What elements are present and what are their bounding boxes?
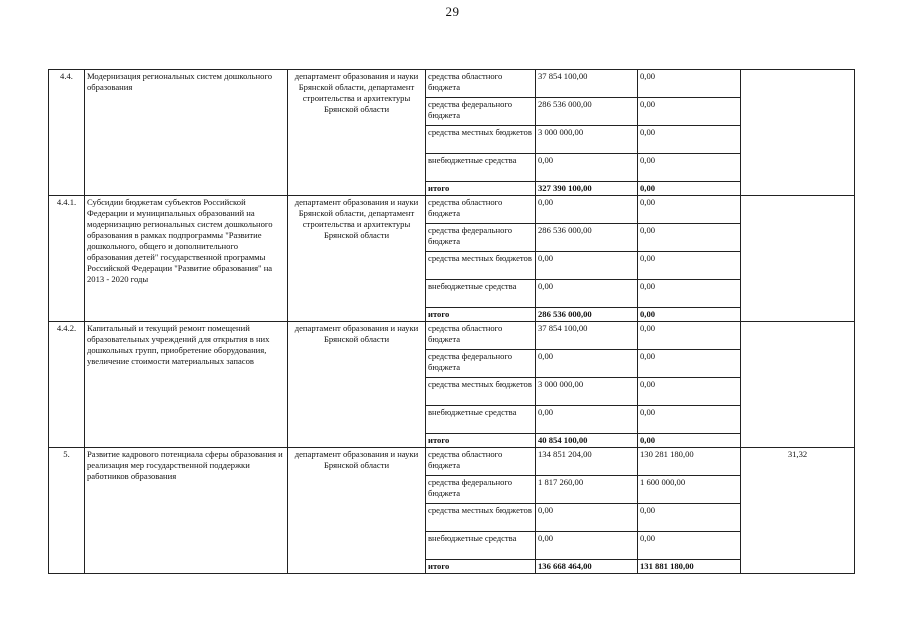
total-label: итого	[426, 434, 536, 448]
funding-source-label: средства федерального бюджета	[426, 224, 536, 252]
source-row	[49, 322, 855, 350]
amount-1: 0,00	[536, 196, 638, 224]
amount-1: 0,00	[536, 350, 638, 378]
amount-1: 0,00	[536, 154, 638, 182]
funding-source-label: средства местных бюджетов	[426, 378, 536, 406]
amount-2: 0,00	[638, 196, 741, 224]
amount-1: 3 000 000,00	[536, 378, 638, 406]
total-label: итого	[426, 560, 536, 574]
item-name: Модернизация региональных систем дошкольного образования	[85, 70, 288, 196]
indicator-value	[741, 322, 855, 448]
source-row	[49, 448, 855, 476]
amount-1: 3 000 000,00	[536, 126, 638, 154]
funding-source-label: средства федерального бюджета	[426, 476, 536, 504]
total-label: итого	[426, 182, 536, 196]
amount-2: 130 281 180,00	[638, 448, 741, 476]
amount-2: 1 600 000,00	[638, 476, 741, 504]
budget-table	[48, 69, 855, 574]
funding-source-label: средства областного бюджета	[426, 196, 536, 224]
source-row	[49, 196, 855, 224]
amount-2: 0,00	[638, 126, 741, 154]
amount-1: 286 536 000,00	[536, 98, 638, 126]
amount-1: 0,00	[536, 252, 638, 280]
amount-1: 0,00	[536, 532, 638, 560]
amount-2: 0,00	[638, 280, 741, 308]
amount-2: 0,00	[638, 252, 741, 280]
total-v2: 0,00	[638, 308, 741, 322]
item-number: 4.4.2.	[49, 322, 85, 448]
item-name: Субсидии бюджетам субъектов Российской Федерации и муниципальных образований на модернизацию региональных систем дошкольного образования в рамках подпрограммы "Развитие дошкольного, общего и дополнительного образования детей" государственной программы Российской Федерации "Развитие образования" на 2013 - 2020 годы	[85, 196, 288, 322]
item-name: Капитальный и текущий ремонт помещений образовательных учреждений для открытия в них дошкольных групп, приобретение оборудования, увеличение стоимости материальных запасов	[85, 322, 288, 448]
indicator-value	[741, 196, 855, 322]
amount-1: 37 854 100,00	[536, 70, 638, 98]
item-name: Развитие кадрового потенциала сферы образования и реализация мер государственной поддержки работников образования	[85, 448, 288, 574]
amount-2: 0,00	[638, 70, 741, 98]
amount-2: 0,00	[638, 532, 741, 560]
total-label: итого	[426, 308, 536, 322]
amount-2: 0,00	[638, 322, 741, 350]
responsible-department: департамент образования и науки Брянской области, департамент строительства и архитектуры Брянской области	[288, 196, 426, 322]
funding-source-label: средства федерального бюджета	[426, 98, 536, 126]
funding-source-label: средства федерального бюджета	[426, 350, 536, 378]
item-number: 5.	[49, 448, 85, 574]
total-v1: 136 668 464,00	[536, 560, 638, 574]
amount-1: 134 851 204,00	[536, 448, 638, 476]
indicator-value	[741, 70, 855, 196]
funding-source-label: средства местных бюджетов	[426, 252, 536, 280]
page-number: 29	[445, 4, 460, 19]
total-v2: 131 881 180,00	[638, 560, 741, 574]
funding-source-label: средства областного бюджета	[426, 448, 536, 476]
total-v1: 40 854 100,00	[536, 434, 638, 448]
responsible-department: департамент образования и науки Брянской области	[288, 448, 426, 574]
amount-2: 0,00	[638, 504, 741, 532]
indicator-value: 31,32	[741, 448, 855, 574]
budget-table-body	[49, 70, 855, 574]
amount-1: 286 536 000,00	[536, 224, 638, 252]
source-row	[49, 70, 855, 98]
amount-1: 1 817 260,00	[536, 476, 638, 504]
responsible-department: департамент образования и науки Брянской области, департамент строительства и архитектуры Брянской области	[288, 70, 426, 196]
amount-2: 0,00	[638, 224, 741, 252]
total-v2: 0,00	[638, 182, 741, 196]
funding-source-label: средства областного бюджета	[426, 322, 536, 350]
item-number: 4.4.1.	[49, 196, 85, 322]
amount-2: 0,00	[638, 98, 741, 126]
total-v1: 327 390 100,00	[536, 182, 638, 196]
amount-1: 0,00	[536, 406, 638, 434]
amount-2: 0,00	[638, 154, 741, 182]
funding-source-label: внебюджетные средства	[426, 280, 536, 308]
funding-source-label: внебюджетные средства	[426, 406, 536, 434]
funding-source-label: внебюджетные средства	[426, 532, 536, 560]
amount-1: 0,00	[536, 504, 638, 532]
total-v2: 0,00	[638, 434, 741, 448]
item-number: 4.4.	[49, 70, 85, 196]
funding-source-label: средства местных бюджетов	[426, 126, 536, 154]
funding-source-label: средства местных бюджетов	[426, 504, 536, 532]
amount-2: 0,00	[638, 350, 741, 378]
amount-1: 37 854 100,00	[536, 322, 638, 350]
responsible-department: департамент образования и науки Брянской области	[288, 322, 426, 448]
funding-source-label: внебюджетные средства	[426, 154, 536, 182]
funding-source-label: средства областного бюджета	[426, 70, 536, 98]
total-v1: 286 536 000,00	[536, 308, 638, 322]
amount-2: 0,00	[638, 378, 741, 406]
amount-1: 0,00	[536, 280, 638, 308]
amount-2: 0,00	[638, 406, 741, 434]
